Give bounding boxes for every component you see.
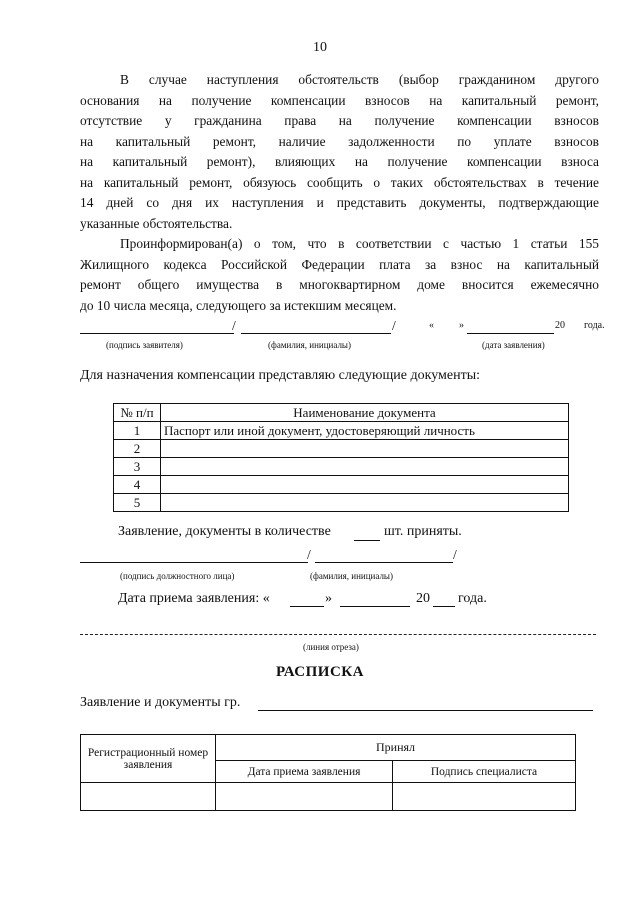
separator-slash: / <box>453 547 457 562</box>
paragraph-line: на капитальный ремонт, обязуюсь сообщить о таких обстоятельствах в течение <box>80 174 599 190</box>
reception-date-label: Дата приема заявления: « <box>118 591 270 606</box>
paragraph-line: основания на получение компенсации взносов на капитальный ремонт, <box>80 92 599 108</box>
table-header-row <box>114 404 569 422</box>
paragraph-line: на капитальный ремонт), влияющих на получение компенсации взноса <box>80 154 599 169</box>
date-open-quote: « <box>429 320 434 331</box>
separator-slash: / <box>307 547 311 562</box>
table-row <box>114 494 569 512</box>
separator-slash: / <box>232 318 236 333</box>
table-row <box>114 476 569 494</box>
reception-year-suffix: года. <box>458 591 487 606</box>
header-number: № п/п <box>114 404 161 422</box>
row-number: 2 <box>114 440 161 458</box>
paragraph-line: указанные обстоятельства. <box>80 215 233 231</box>
paragraph-obligation <box>80 70 599 234</box>
row-number: 3 <box>114 458 161 476</box>
paragraph-line: Жилищного кодекса Российской Федерации плата за взнос на капитальный <box>80 256 599 272</box>
reception-close-quote: » <box>325 591 332 606</box>
signature-header: Подпись специалиста <box>393 761 576 783</box>
paragraph-line: до 10 числа месяца, следующего за истекшим месяцем. <box>80 297 397 313</box>
accepted-header: Принял <box>216 735 576 761</box>
label-signature: (подпись заявителя) <box>106 340 183 350</box>
paragraph-informed <box>80 234 599 316</box>
receipt-title: РАСПИСКА <box>275 664 365 680</box>
receipt-statement: Заявление и документы гр. <box>80 695 241 710</box>
paragraph-line: В случае наступления обстоятельств (выбор гражданином другого <box>120 72 599 87</box>
paragraph-line: ремонт общего имущества в многоквартирном доме вносится ежемесячно <box>80 277 599 292</box>
label-official-signature: (подпись должностного лица) <box>120 571 235 581</box>
receipt-header-row <box>81 735 576 761</box>
accepted-text-suffix: шт. приняты. <box>384 524 462 539</box>
documents-count-field[interactable] <box>354 540 380 541</box>
row-number: 1 <box>114 422 161 440</box>
citizen-name-field[interactable] <box>258 710 593 711</box>
document-name-cell[interactable] <box>161 458 569 476</box>
label-name: (фамилия, инициалы) <box>268 340 351 350</box>
applicant-signature-field[interactable] <box>80 333 234 334</box>
document-name-cell[interactable] <box>161 476 569 494</box>
official-signature-field[interactable] <box>80 562 308 563</box>
cut-line-label: (линия отреза) <box>303 642 359 652</box>
date-cell[interactable] <box>216 783 393 811</box>
separator-slash: / <box>392 318 396 333</box>
paragraph-line: отсутствие у гражданина права на получение компенсации взносов <box>80 113 599 128</box>
label-date: (дата заявления) <box>482 340 545 350</box>
table-row <box>114 422 569 440</box>
header-document-name: Наименование документа <box>161 404 569 422</box>
date-close-quote: » <box>459 320 464 331</box>
signature-cell[interactable] <box>393 783 576 811</box>
accepted-text: Заявление, документы в количестве <box>118 524 331 539</box>
reception-month-field[interactable] <box>340 606 410 607</box>
reception-year-prefix: 20 <box>416 591 430 606</box>
reg-number-header: Регистрационный номер заявления <box>81 735 216 783</box>
documents-heading: Для назначения компенсации представляю следующие документы: <box>80 368 480 383</box>
official-name-field[interactable] <box>315 562 453 563</box>
reception-day-field[interactable] <box>290 606 324 607</box>
receipt-entry-row <box>81 783 576 811</box>
year-prefix: 20 <box>555 320 565 331</box>
table-row <box>114 440 569 458</box>
paragraph-line: 14 дней со дня их наступления и представить документы, подтверждающие <box>80 195 599 210</box>
cut-line <box>80 634 596 635</box>
label-official-name: (фамилия, инициалы) <box>310 571 393 581</box>
documents-table <box>113 403 569 512</box>
receipt-table <box>80 734 576 811</box>
reg-number-cell[interactable] <box>81 783 216 811</box>
document-name-cell[interactable]: Паспорт или иной документ, удостоверяющий личность <box>161 422 569 440</box>
page-number: 10 <box>313 40 327 55</box>
table-row <box>114 458 569 476</box>
application-date-field[interactable] <box>467 333 554 334</box>
paragraph-line: Проинформирован(а) о том, что в соответствии с частью 1 статьи 155 <box>120 236 599 251</box>
row-number: 4 <box>114 476 161 494</box>
paragraph-line: на капитальный ремонт, наличие задолженности по уплате взносов <box>80 133 599 149</box>
reception-year-field[interactable] <box>433 606 455 607</box>
applicant-name-field[interactable] <box>241 333 391 334</box>
year-suffix: года. <box>584 320 605 331</box>
document-name-cell[interactable] <box>161 440 569 458</box>
row-number: 5 <box>114 494 161 512</box>
date-header: Дата приема заявления <box>216 761 393 783</box>
document-name-cell[interactable] <box>161 494 569 512</box>
